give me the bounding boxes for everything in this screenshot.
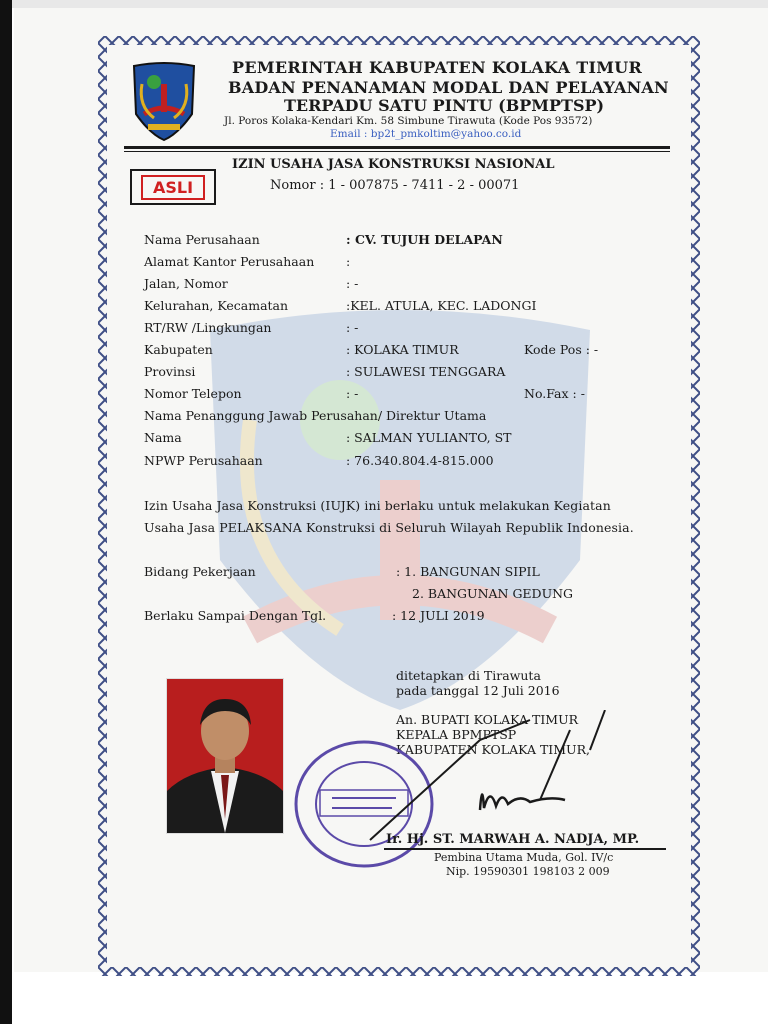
- signatory-name: Ir. Hj. ST. MARWAH A. NADJA, MP.: [386, 832, 640, 847]
- header-agency-abbr: TERPADU SATU PINTU (BPMPTSP): [284, 96, 605, 115]
- field-value-street: : -: [346, 276, 359, 291]
- field-label-regency: Kabupaten: [144, 342, 213, 357]
- scan-top-edge: [0, 0, 768, 8]
- field-label-office-address: Alamat Kantor Perusahaan: [144, 254, 315, 269]
- field-label-npwp: NPWP Perusahaan: [144, 453, 263, 468]
- kolaka-timur-logo-icon: [130, 62, 198, 142]
- permit-statement-line1: Izin Usaha Jasa Konstruksi (IUJK) ini berlaku untuk melakukan Kegiatan: [144, 498, 611, 513]
- header-rule-thick: [124, 146, 670, 149]
- issued-place: ditetapkan di Tirawuta: [396, 668, 541, 683]
- field-value-province: : SULAWESI TENGGARA: [346, 364, 506, 379]
- signatory-nip: Nip. 19590301 198103 2 009: [446, 865, 610, 878]
- header-government: PEMERINTAH KABUPATEN KOLAKA TIMUR: [232, 58, 643, 77]
- field-value-company-name: : CV. TUJUH DELAPAN: [346, 232, 503, 247]
- signature-icon: [360, 710, 610, 850]
- field-value-rt-rw: : -: [346, 320, 359, 335]
- header-agency: BADAN PENANAMAN MODAL DAN PELAYANAN: [228, 78, 669, 97]
- header-rule-thin: [124, 151, 670, 152]
- field-label-name: Nama: [144, 430, 182, 445]
- field-value-phone: : -: [346, 386, 359, 401]
- field-value-name: : SALMAN YULIANTO, ST: [346, 430, 512, 445]
- work-field-item-2: 2. BANGUNAN GEDUNG: [412, 586, 574, 601]
- signatory-name-underline: [384, 848, 666, 850]
- permit-statement-line2: Usaha Jasa PELAKSANA Konstruksi di Seluruh Wilayah Republik Indonesia.: [144, 520, 634, 535]
- original-badge: [130, 169, 216, 205]
- person-portrait-icon: [167, 679, 283, 833]
- field-label-company-name: Nama Perusahaan: [144, 232, 260, 247]
- issued-date: pada tanggal 12 Juli 2016: [396, 683, 560, 698]
- field-value-regency: : KOLAKA TIMUR: [346, 342, 459, 357]
- field-value-npwp: : 76.340.804.4-815.000: [346, 453, 494, 468]
- work-field-item-1: : 1. BANGUNAN SIPIL: [396, 564, 540, 579]
- signatory-region: KABUPATEN KOLAKA TIMUR,: [396, 742, 590, 757]
- field-label-district: Kelurahan, Kecamatan: [144, 298, 289, 313]
- field-fax: No.Fax : -: [524, 386, 585, 401]
- signatory-position: KEPALA BPMPTSP: [396, 727, 517, 742]
- document-number: Nomor : 1 - 007875 - 7411 - 2 - 00071: [270, 178, 520, 193]
- director-photo: [166, 678, 284, 834]
- signatory-on-behalf: An. BUPATI KOLAKA TIMUR: [396, 712, 579, 727]
- document-title: IZIN USAHA JASA KONSTRUKSI NASIONAL: [232, 157, 555, 172]
- header-email: Email : bp2t_pmkoltim@yahoo.co.id: [330, 128, 522, 140]
- field-label-work-field: Bidang Pekerjaan: [144, 564, 256, 579]
- field-label-province: Provinsi: [144, 364, 196, 379]
- field-label-phone: Nomor Telepon: [144, 386, 242, 401]
- field-value-district: :KEL. ATULA, KEC. LADONGI: [346, 298, 537, 313]
- field-value-office-address: :: [346, 254, 351, 269]
- field-label-rt-rw: RT/RW /Lingkungan: [144, 320, 272, 335]
- signatory-rank: Pembina Utama Muda, Gol. IV/c: [434, 851, 614, 864]
- field-value-valid-until: : 12 JULI 2019: [392, 608, 485, 623]
- field-label-valid-until: Berlaku Sampai Dengan Tgl.: [144, 608, 327, 623]
- field-postal-code: Kode Pos : -: [524, 342, 599, 357]
- header-address: Jl. Poros Kolaka-Kendari Km. 58 Simbune Tirawuta (Kode Pos 93572): [224, 115, 593, 127]
- field-label-street: Jalan, Nomor: [144, 276, 228, 291]
- scan-left-edge: [0, 0, 12, 1024]
- field-label-director-heading: Nama Penanggung Jawab Perusahan/ Direktur Utama: [144, 408, 487, 423]
- original-badge-text: ASLI: [141, 175, 205, 200]
